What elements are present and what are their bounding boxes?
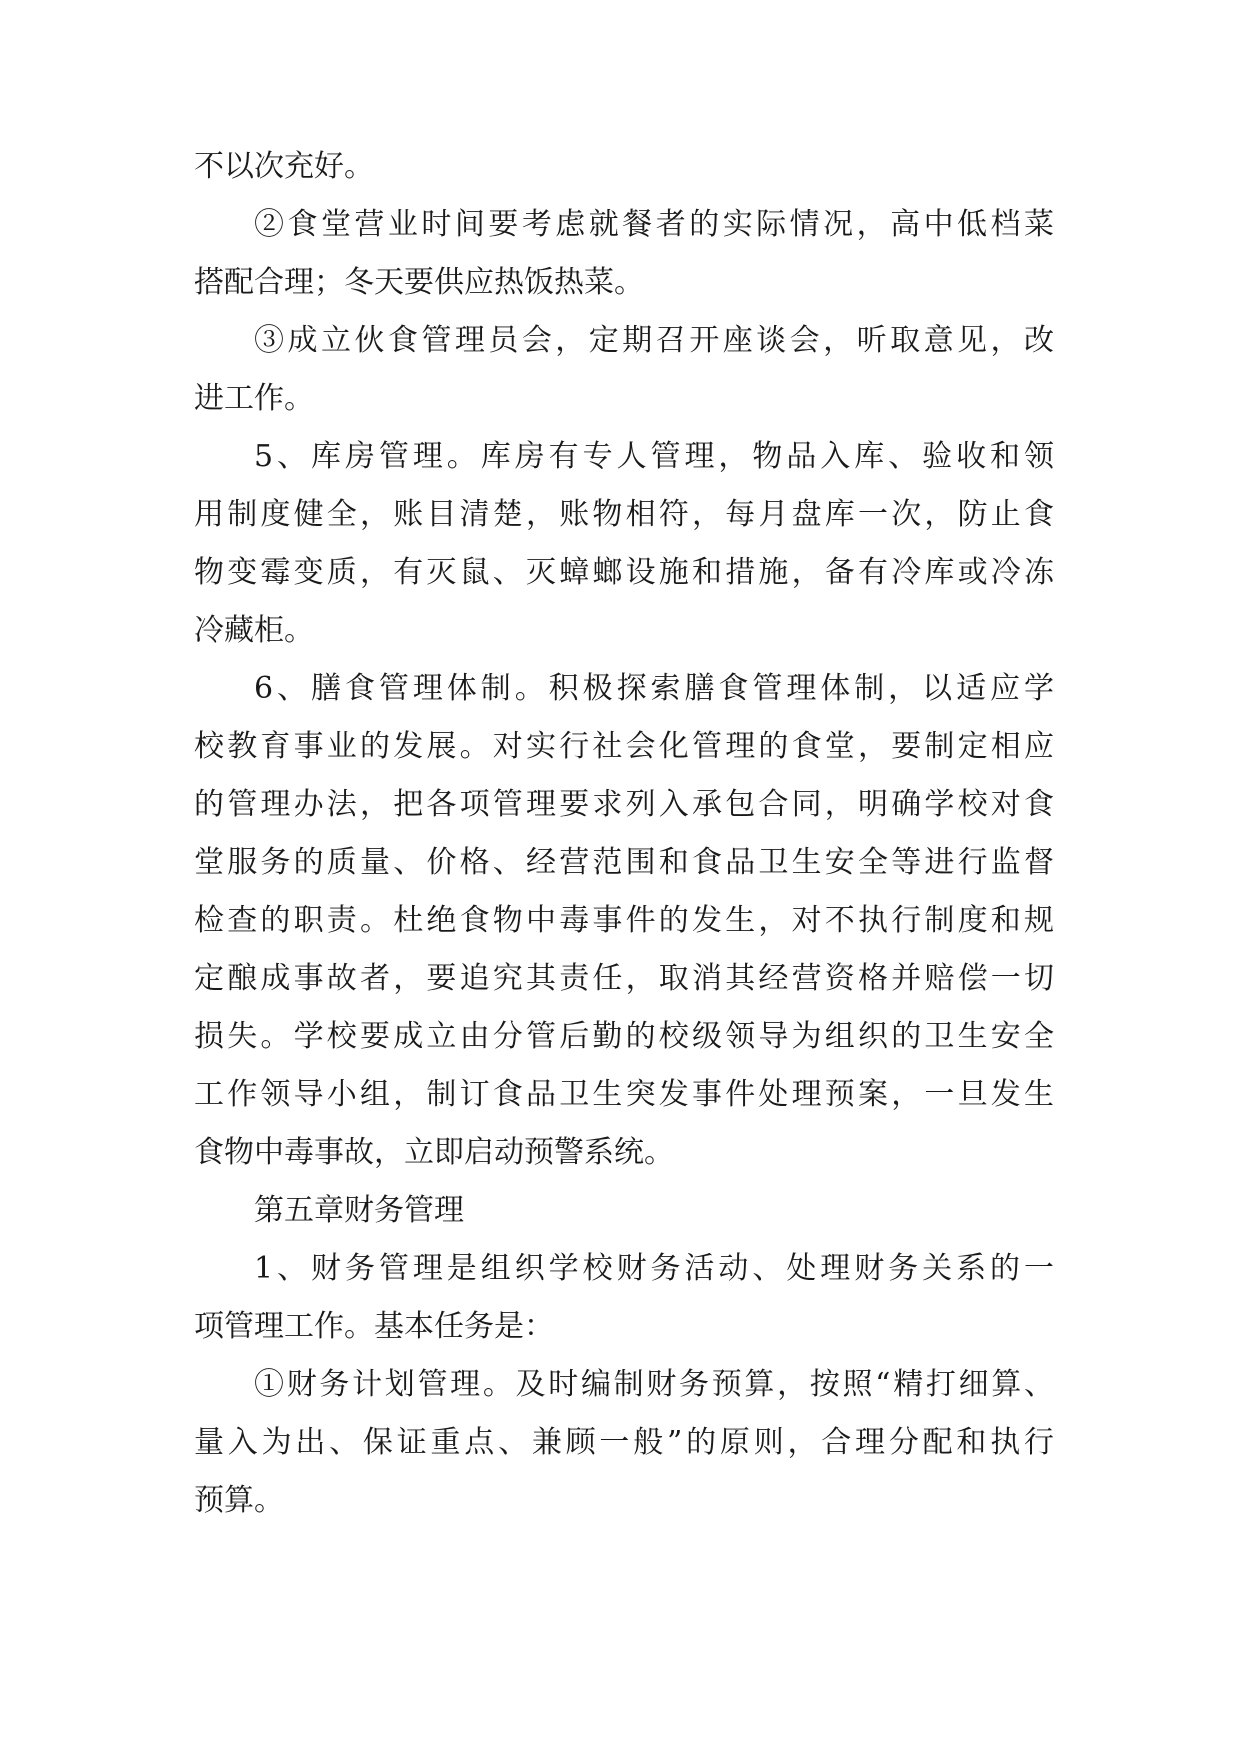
text-line: 量入为出、保证重点、兼顾一般”的原则，合理分配和执行 xyxy=(194,1425,1054,1460)
text-line: 堂服务的质量、价格、经营范围和食品卫生安全等进行监督 xyxy=(194,845,1054,880)
text-line: 搭配合理；冬天要供应热饭热菜。 xyxy=(194,265,644,300)
text-line: 用制度健全，账目清楚，账物相符，每月盘库一次，防止食 xyxy=(194,497,1054,532)
text-line: 6、膳食管理体制。积极探索膳食管理体制，以适应学 xyxy=(254,671,1054,706)
text-line: 不以次充好。 xyxy=(194,149,374,184)
text-line: 的管理办法，把各项管理要求列入承包合同，明确学校对食 xyxy=(194,787,1054,822)
text-line: 1、财务管理是组织学校财务活动、处理财务关系的一 xyxy=(254,1251,1054,1286)
text-line: 冷藏柜。 xyxy=(194,613,314,648)
text-line: 食物中毒事故，立即启动预警系统。 xyxy=(194,1135,674,1170)
text-line: 定酿成事故者，要追究其责任，取消其经营资格并赔偿一切 xyxy=(194,961,1054,996)
text-line: ③成立伙食管理员会，定期召开座谈会，听取意见，改 xyxy=(254,323,1054,358)
text-line: 工作领导小组，制订食品卫生突发事件处理预案，一旦发生 xyxy=(194,1077,1054,1112)
text-line: 物变霉变质，有灭鼠、灭蟑螂设施和措施，备有冷库或冷冻 xyxy=(194,555,1054,590)
chapter-heading: 第五章财务管理 xyxy=(254,1193,464,1228)
text-line: 检查的职责。杜绝食物中毒事件的发生，对不执行制度和规 xyxy=(194,903,1054,938)
text-line: 5、库房管理。库房有专人管理，物品入库、验收和领 xyxy=(254,439,1054,474)
text-line: 损失。学校要成立由分管后勤的校级领导为组织的卫生安全 xyxy=(194,1019,1054,1054)
text-line: 预算。 xyxy=(194,1483,284,1518)
text-line: 进工作。 xyxy=(194,381,314,416)
text-line: 校教育事业的发展。对实行社会化管理的食堂，要制定相应 xyxy=(194,729,1054,764)
text-line: ①财务计划管理。及时编制财务预算，按照“精打细算、 xyxy=(254,1367,1054,1402)
text-line: ②食堂营业时间要考虑就餐者的实际情况，高中低档菜 xyxy=(254,207,1054,242)
text-line: 项管理工作。基本任务是： xyxy=(194,1309,554,1344)
